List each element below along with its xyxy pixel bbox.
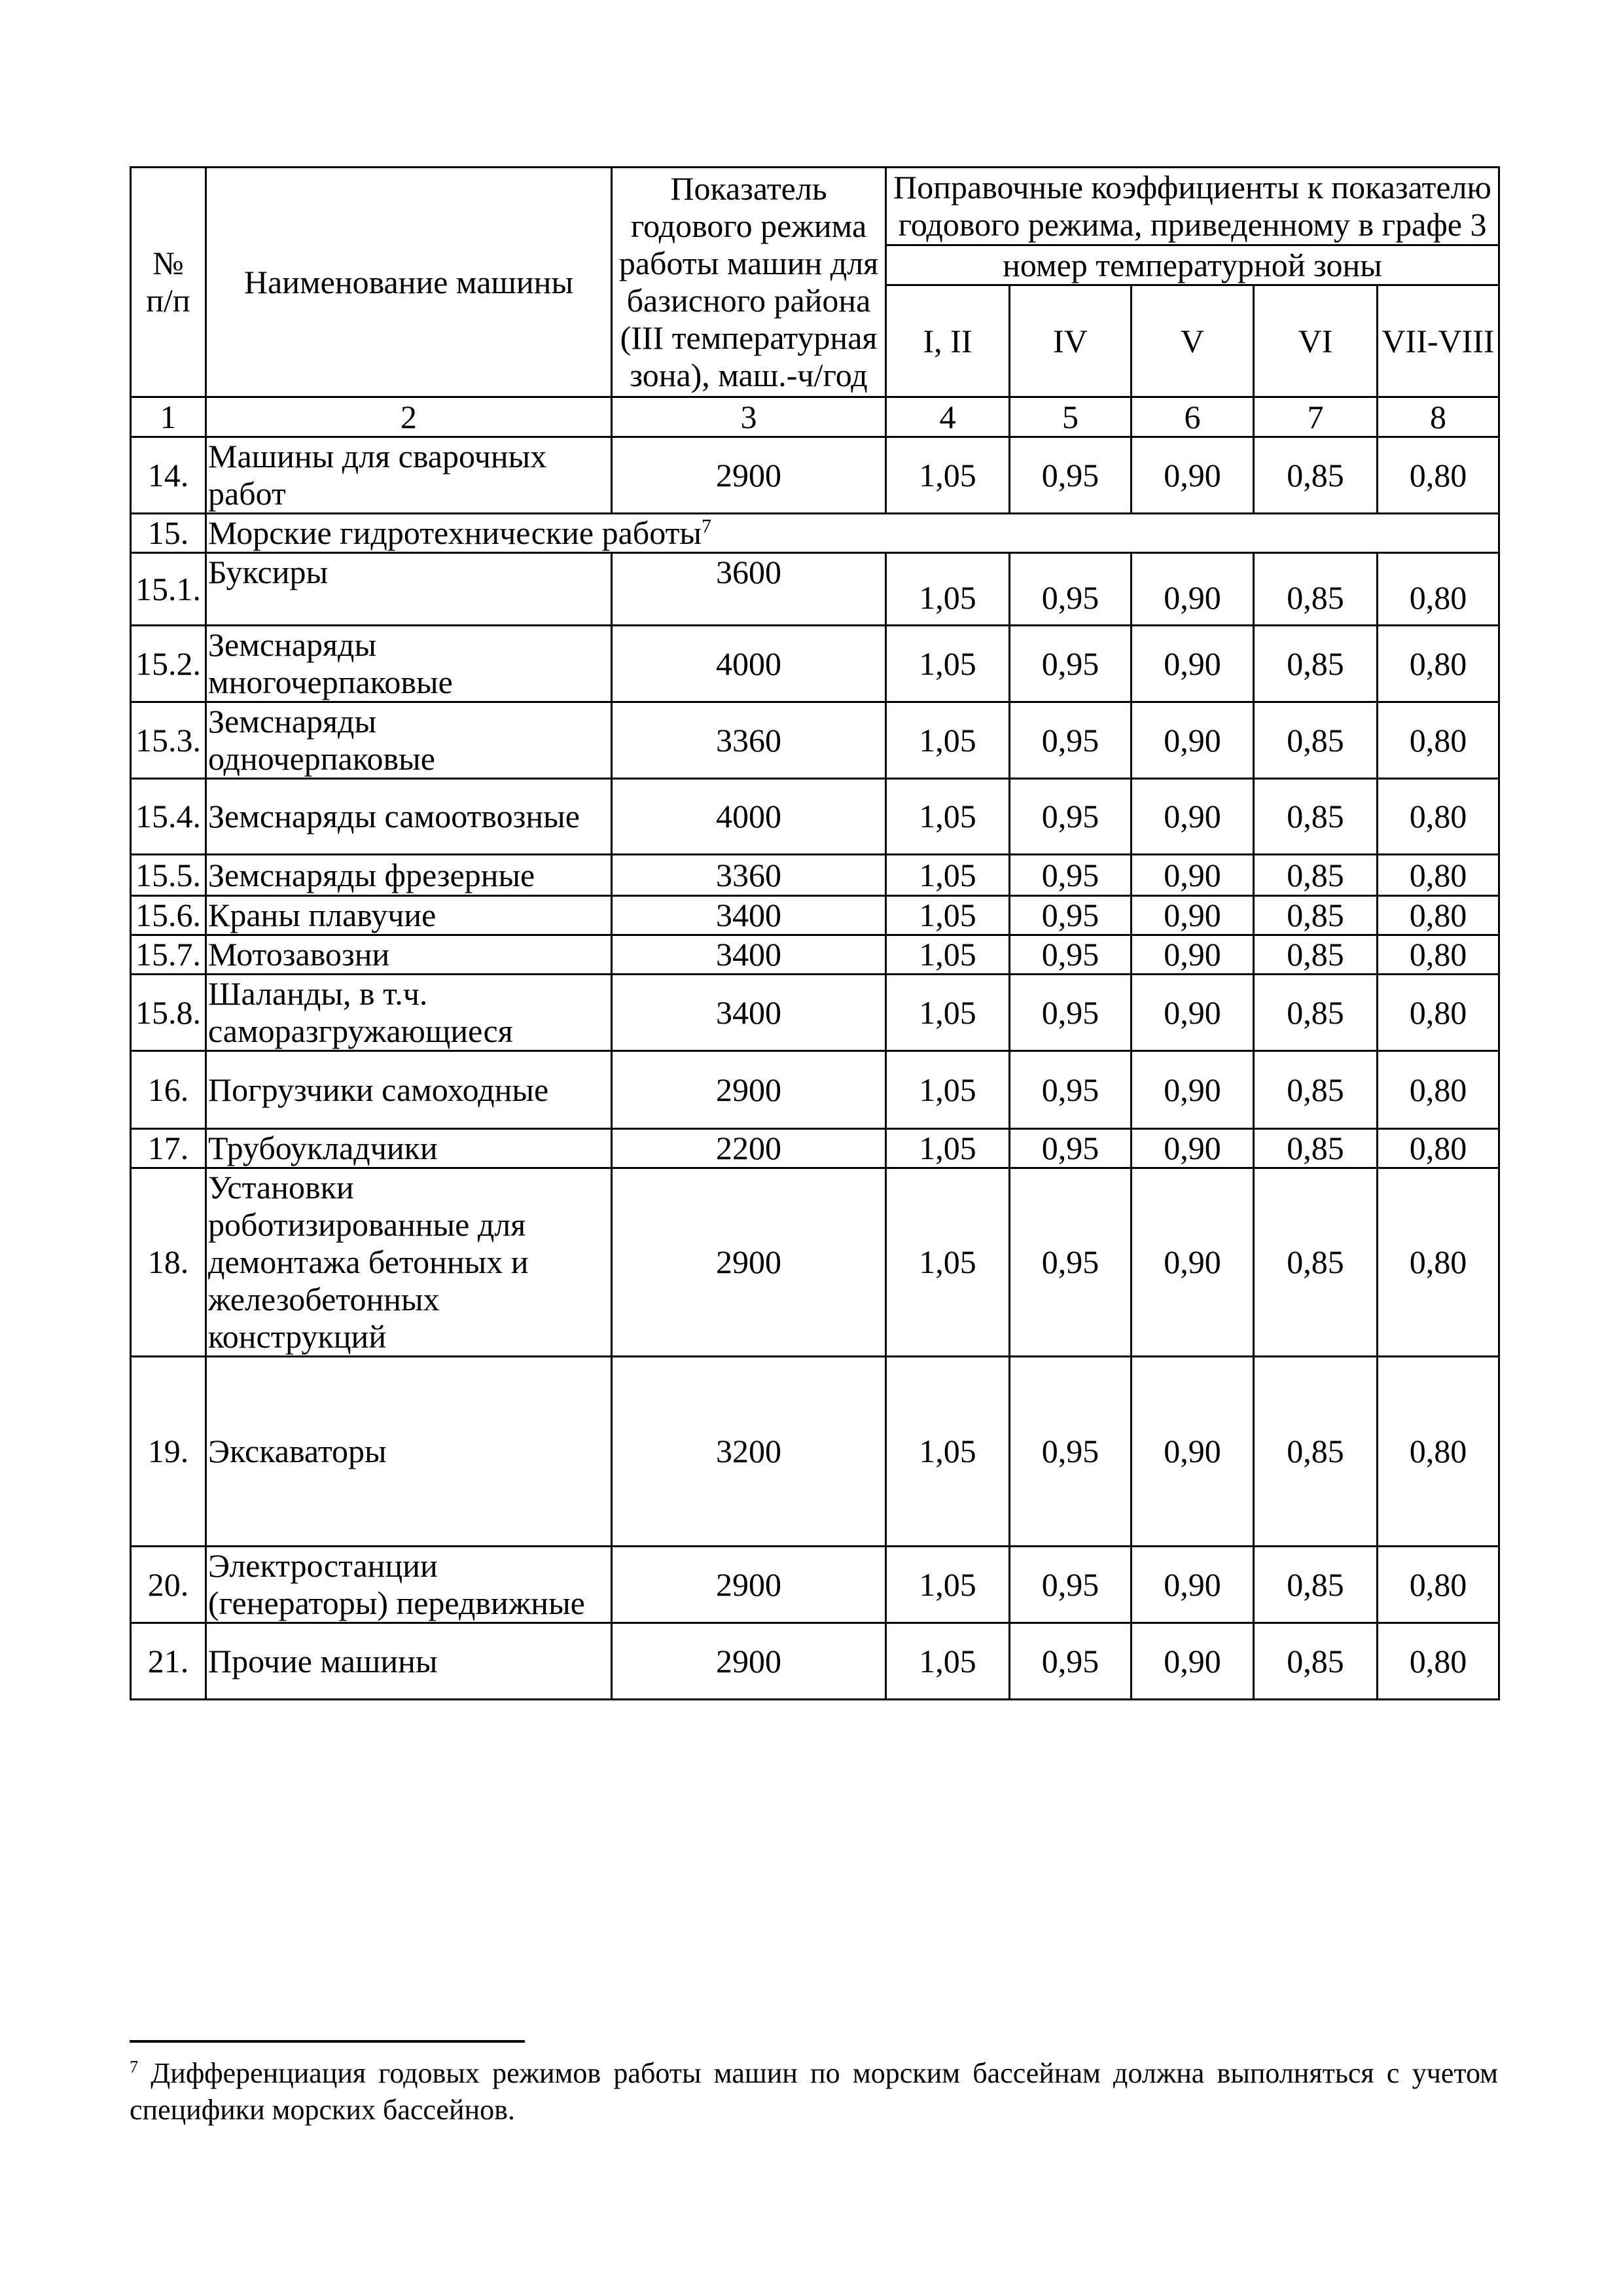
row-number: 17. (131, 1129, 206, 1168)
row-number: 15. (131, 514, 206, 553)
zone-header: VI (1254, 285, 1378, 397)
zone-header: I, II (886, 285, 1010, 397)
machine-name: Экскаваторы (206, 1357, 612, 1547)
annual-hours: 4000 (612, 626, 886, 702)
coefficient: 0,95 (1010, 1547, 1132, 1623)
annual-hours: 2900 (612, 1547, 886, 1623)
machine-operation-table (130, 166, 1500, 1700)
coefficient: 0,95 (1010, 1357, 1132, 1547)
footnote-marker: 7 (130, 2057, 138, 2077)
coefficient: 1,05 (886, 1051, 1010, 1129)
column-number: 2 (206, 397, 612, 437)
coefficient: 0,95 (1010, 1623, 1132, 1700)
coefficient: 0,90 (1132, 1051, 1254, 1129)
annual-hours: 2900 (612, 1623, 886, 1700)
machine-name: Мотозавозни (206, 935, 612, 975)
table-row (131, 855, 1499, 896)
coefficient: 1,05 (886, 975, 1010, 1051)
column-number: 6 (1132, 397, 1254, 437)
machine-name: Буксиры (206, 553, 612, 626)
table-row (131, 1357, 1499, 1547)
coefficient: 0,90 (1132, 1168, 1254, 1357)
coefficient: 0,80 (1378, 896, 1499, 935)
coefficient: 1,05 (886, 896, 1010, 935)
coefficient: 0,85 (1254, 1623, 1378, 1700)
coefficient: 0,95 (1010, 702, 1132, 779)
coefficient: 0,90 (1132, 896, 1254, 935)
header-indicator: Показатель годового режима работы машин для базисного района (III температурная зона), маш.-ч/год (612, 168, 886, 397)
coefficient: 0,95 (1010, 1168, 1132, 1357)
coefficient: 1,05 (886, 1129, 1010, 1168)
annual-hours: 3400 (612, 896, 886, 935)
coefficient: 0,90 (1132, 626, 1254, 702)
annual-hours: 3600 (612, 553, 886, 626)
row-number: 14. (131, 437, 206, 514)
coefficient: 0,90 (1132, 855, 1254, 896)
machine-name: Трубоукладчики (206, 1129, 612, 1168)
table-row (131, 702, 1499, 779)
zone-header: V (1132, 285, 1254, 397)
coefficient: 1,05 (886, 553, 1010, 626)
coefficient: 0,95 (1010, 855, 1132, 896)
column-number: 3 (612, 397, 886, 437)
column-number: 8 (1378, 397, 1499, 437)
coefficient: 0,80 (1378, 1357, 1499, 1547)
annual-hours: 2900 (612, 1051, 886, 1129)
annual-hours: 2200 (612, 1129, 886, 1168)
annual-hours: 2900 (612, 437, 886, 514)
group-name-text: Морские гидротехнические работы (208, 514, 702, 551)
machine-name: Земснаряды многочерпаковые (206, 626, 612, 702)
coefficient: 0,85 (1254, 855, 1378, 896)
annual-hours: 3200 (612, 1357, 886, 1547)
annual-hours: 3360 (612, 855, 886, 896)
row-number: 15.6. (131, 896, 206, 935)
annual-hours: 3400 (612, 975, 886, 1051)
table-row (131, 896, 1499, 935)
coefficient: 0,85 (1254, 626, 1378, 702)
coefficient: 0,90 (1132, 935, 1254, 975)
column-number: 7 (1254, 397, 1378, 437)
coefficient: 0,95 (1010, 1129, 1132, 1168)
coefficient: 1,05 (886, 1547, 1010, 1623)
coefficient: 1,05 (886, 779, 1010, 855)
table-row (131, 1623, 1499, 1700)
coefficient: 0,85 (1254, 1051, 1378, 1129)
coefficient: 0,85 (1254, 1547, 1378, 1623)
row-number: 19. (131, 1357, 206, 1547)
footnote (130, 2055, 1498, 2128)
annual-hours: 3400 (612, 935, 886, 975)
coefficient: 0,85 (1254, 779, 1378, 855)
annual-hours: 4000 (612, 779, 886, 855)
row-number: 21. (131, 1623, 206, 1700)
coefficient: 0,90 (1132, 553, 1254, 626)
coefficient: 0,80 (1378, 553, 1499, 626)
coefficient: 0,80 (1378, 702, 1499, 779)
footnote-text: Дифференциация годовых режимов работы машин по морским бассейнам должна выполняться с учетом специфики морских бассейнов. (130, 2057, 1499, 2126)
row-number: 15.4. (131, 779, 206, 855)
row-number: 20. (131, 1547, 206, 1623)
header-name: Наименование машины (206, 168, 612, 397)
column-number: 1 (131, 397, 206, 437)
table-row (131, 1051, 1499, 1129)
table-row (131, 437, 1499, 514)
coefficient: 0,80 (1378, 1129, 1499, 1168)
coefficient: 0,85 (1254, 1129, 1378, 1168)
machine-name: Земснаряды самоотвозные (206, 779, 612, 855)
coefficient: 0,80 (1378, 935, 1499, 975)
column-number: 4 (886, 397, 1010, 437)
coefficient: 0,80 (1378, 1547, 1499, 1623)
coefficient: 0,90 (1132, 1129, 1254, 1168)
header-coef: Поправочные коэффициенты к показателю годового режима, приведенному в графе 3 (886, 168, 1499, 245)
row-number: 15.8. (131, 975, 206, 1051)
machine-name: Электростанции (генераторы) передвижные (206, 1547, 612, 1623)
coefficient: 0,90 (1132, 1547, 1254, 1623)
coefficient: 0,80 (1378, 855, 1499, 896)
coefficient: 1,05 (886, 1168, 1010, 1357)
row-number: 15.1. (131, 553, 206, 626)
machine-name: Машины для сварочных работ (206, 437, 612, 514)
row-number: 15.7. (131, 935, 206, 975)
coefficient: 0,85 (1254, 1357, 1378, 1547)
annual-hours: 3360 (612, 702, 886, 779)
coefficient: 0,85 (1254, 975, 1378, 1051)
zone-header: VII-VIII (1378, 285, 1499, 397)
row-number: 16. (131, 1051, 206, 1129)
table-row (131, 1168, 1499, 1357)
coefficient: 0,80 (1378, 626, 1499, 702)
coefficient: 0,85 (1254, 437, 1378, 514)
coefficient: 1,05 (886, 1357, 1010, 1547)
header-num: № п/п (131, 168, 206, 397)
table-row (131, 779, 1499, 855)
coefficient: 0,95 (1010, 553, 1132, 626)
machine-name: Краны плавучие (206, 896, 612, 935)
row-number: 15.3. (131, 702, 206, 779)
coefficient: 0,80 (1378, 437, 1499, 514)
coefficient: 0,80 (1378, 1623, 1499, 1700)
coefficient: 0,85 (1254, 896, 1378, 935)
coefficient: 0,85 (1254, 1168, 1378, 1357)
coefficient: 0,95 (1010, 935, 1132, 975)
machine-name: Шаланды, в т.ч. саморазгружающиеся (206, 975, 612, 1051)
coefficient: 0,80 (1378, 779, 1499, 855)
coefficient: 0,95 (1010, 975, 1132, 1051)
table-row (131, 514, 1499, 553)
coefficient: 1,05 (886, 626, 1010, 702)
machine-name: Земснаряды одночерпаковые (206, 702, 612, 779)
coefficient: 0,95 (1010, 779, 1132, 855)
coefficient: 0,90 (1132, 779, 1254, 855)
table-row (131, 626, 1499, 702)
coefficient: 1,05 (886, 702, 1010, 779)
machine-name: Установки роботизированные для демонтажа бетонных и железобетонных конструкций (206, 1168, 612, 1357)
coefficient: 0,90 (1132, 1357, 1254, 1547)
coefficient: 0,95 (1010, 1051, 1132, 1129)
coefficient: 1,05 (886, 855, 1010, 896)
table-row (131, 975, 1499, 1051)
zone-header: IV (1010, 285, 1132, 397)
coefficient: 0,85 (1254, 553, 1378, 626)
coefficient: 0,95 (1010, 896, 1132, 935)
coefficient: 0,80 (1378, 975, 1499, 1051)
coefficient: 1,05 (886, 935, 1010, 975)
coefficient: 0,85 (1254, 702, 1378, 779)
machine-name: Погрузчики самоходные (206, 1051, 612, 1129)
header-zone: номер температурной зоны (886, 245, 1499, 285)
table-row (131, 935, 1499, 975)
coefficient: 0,90 (1132, 1623, 1254, 1700)
machine-name: Земснаряды фрезерные (206, 855, 612, 896)
coefficient: 0,95 (1010, 437, 1132, 514)
footnote-separator (130, 2040, 525, 2043)
annual-hours: 2900 (612, 1168, 886, 1357)
coefficient: 0,90 (1132, 437, 1254, 514)
table-row (131, 553, 1499, 626)
coefficient: 1,05 (886, 1623, 1010, 1700)
coefficient: 0,95 (1010, 626, 1132, 702)
coefficient: 0,85 (1254, 935, 1378, 975)
table-row (131, 1547, 1499, 1623)
row-number: 15.2. (131, 626, 206, 702)
group-name (206, 514, 1499, 553)
machine-name: Прочие машины (206, 1623, 612, 1700)
row-number: 18. (131, 1168, 206, 1357)
coefficient: 0,90 (1132, 702, 1254, 779)
column-number: 5 (1010, 397, 1132, 437)
coefficient: 1,05 (886, 437, 1010, 514)
coefficient: 0,90 (1132, 975, 1254, 1051)
table-row (131, 1129, 1499, 1168)
footnote-ref: 7 (702, 515, 712, 537)
row-number: 15.5. (131, 855, 206, 896)
coefficient: 0,80 (1378, 1168, 1499, 1357)
coefficient: 0,80 (1378, 1051, 1499, 1129)
